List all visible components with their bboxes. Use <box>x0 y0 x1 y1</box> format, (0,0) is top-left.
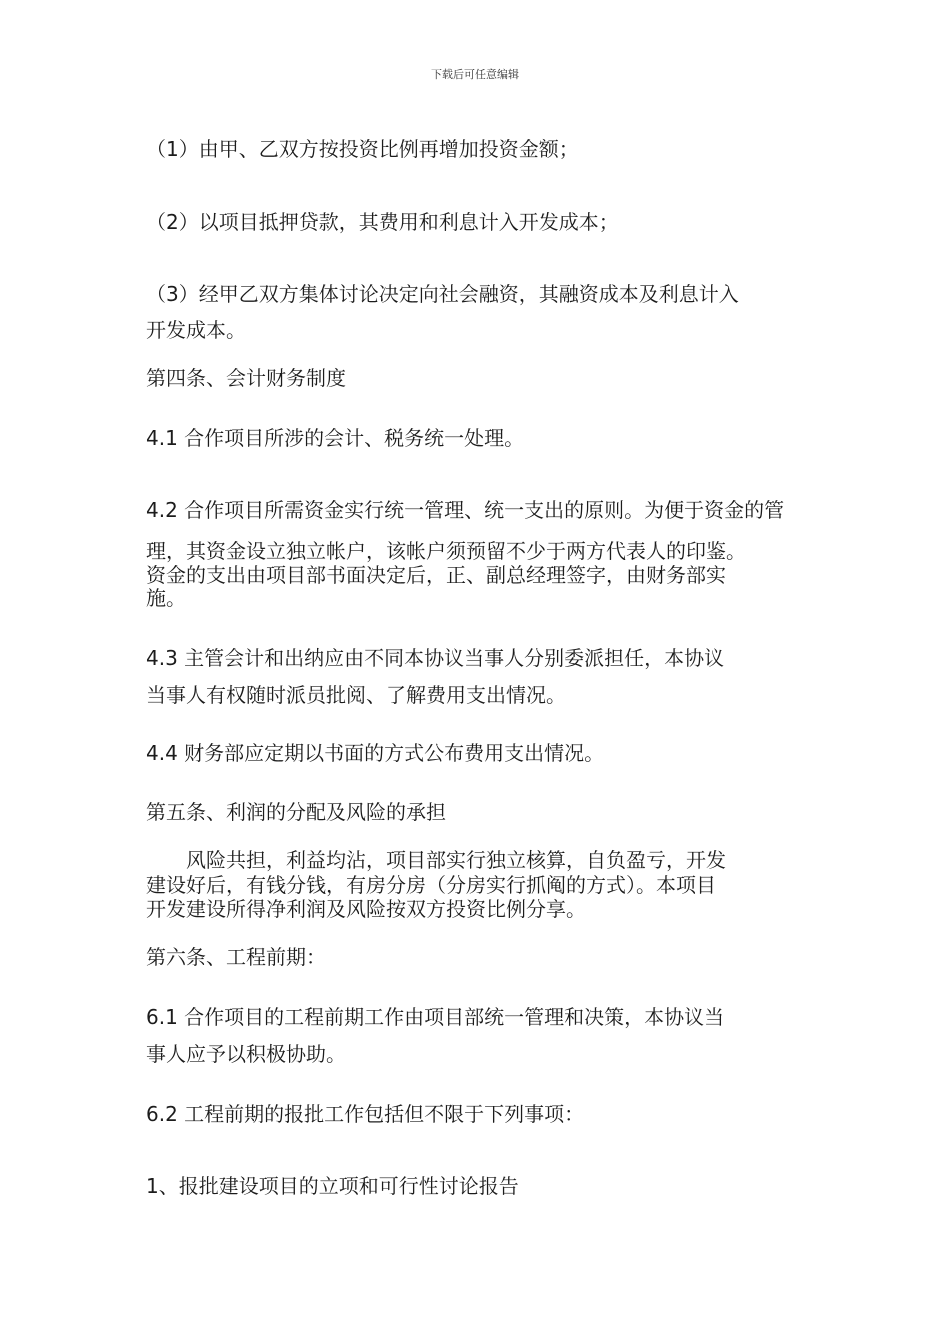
text-line: 6.1 合作项目的工程前期工作由项目部统一管理和决策，本协议当 <box>146 1005 725 1029</box>
text-line: 事人应予以积极协助。 <box>146 1042 346 1066</box>
page-header: 下载后可任意编辑 <box>431 68 519 81</box>
section-heading: 第四条、会计财务制度 <box>146 366 346 390</box>
text-line: 建设好后，有钱分钱，有房分房（分房实行抓阄的方式）。本项目 <box>146 873 716 897</box>
text-line: 开发成本。 <box>146 318 246 342</box>
text-line: 4.3 主管会计和出纳应由不同本协议当事人分别委派担任，本协议 <box>146 646 725 670</box>
text-line: 4.2 合作项目所需资金实行统一管理、统一支出的原则。为便于资金的管 <box>146 498 785 522</box>
text-line: （2）以项目抵押贷款，其费用和利息计入开发成本； <box>146 210 619 234</box>
section-heading: 第五条、利润的分配及风险的承担 <box>146 800 446 824</box>
text-line: 4.4 财务部应定期以书面的方式公布费用支出情况。 <box>146 741 605 765</box>
text-line: 6.2 工程前期的报批工作包括但不限于下列事项： <box>146 1102 585 1126</box>
text-line: （1）由甲、乙双方按投资比例再增加投资金额； <box>146 137 579 161</box>
text-line: 当事人有权随时派员批阅、了解费用支出情况。 <box>146 683 566 707</box>
text-line: 1、报批建设项目的立项和可行性讨论报告 <box>146 1174 519 1198</box>
text-line: （3）经甲乙双方集体讨论决定向社会融资，其融资成本及利息计入 <box>146 282 739 306</box>
text-line: 资金的支出由项目部书面决定后，正、副总经理签字，由财务部实 <box>146 563 726 587</box>
text-line: 开发建设所得净利润及风险按双方投资比例分享。 <box>146 897 586 921</box>
text-line: 理，其资金设立独立帐户，该帐户须预留不少于两方代表人的印鉴。 <box>146 539 746 563</box>
text-line: 风险共担，利益均沾，项目部实行独立核算，自负盈亏，开发 <box>186 848 726 872</box>
text-line: 4.1 合作项目所涉的会计、税务统一处理。 <box>146 426 525 450</box>
text-line: 施。 <box>146 586 186 610</box>
section-heading: 第六条、工程前期： <box>146 945 326 969</box>
